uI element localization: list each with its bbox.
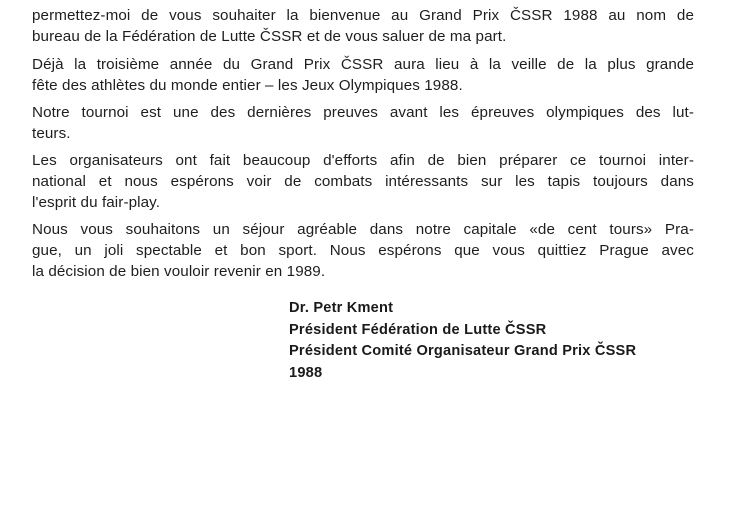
text-line: Les organisateurs ont fait beaucoup d'efforts afin de bien préparer ce tournoi inter- — [32, 152, 694, 169]
signatory-title-year: 1988 — [289, 364, 323, 381]
text-line: bureau de la Fédération de Lutte ČSSR et de vous saluer de ma part. — [32, 28, 507, 45]
text-line: l'esprit du fair-play. — [32, 194, 161, 211]
text-line: Déjà la troisième année du Grand Prix ČSSR aura lieu à la veille de la plus grande — [32, 56, 694, 73]
text-line: Notre tournoi est une des dernières preuves avant les épreuves olympiques des lut- — [32, 104, 694, 121]
text-line: la décision de bien vouloir revenir en 1989. — [32, 263, 326, 280]
text-line: fête des athlètes du monde entier – les Jeux Olympiques 1988. — [32, 77, 463, 94]
text-line: national et nous espérons voir de combats intéressants sur les tapis toujours dans — [32, 173, 694, 190]
signatory-name: Dr. Petr Kment — [289, 300, 394, 316]
text-line: gue, un joli spectable et bon sport. Nous espérons que vous quittiez Prague avec — [32, 242, 694, 259]
signatory-title-federation: Président Fédération de Lutte ČSSR — [289, 321, 547, 338]
signatory-title-committee: Président Comité Organisateur Grand Prix ČSSR — [289, 343, 637, 359]
text-line: permettez-moi de vous souhaiter la bienvenue au Grand Prix ČSSR 1988 au nom de — [32, 7, 694, 24]
paragraph-wishes — [32, 219, 694, 282]
paragraph-organisers — [32, 150, 694, 213]
paragraph-tournament — [32, 102, 694, 144]
text-line: teurs. — [32, 125, 71, 142]
signature-block — [289, 298, 709, 384]
paragraph-welcome — [32, 5, 694, 47]
text-line: Nous vous souhaitons un séjour agréable dans notre capitale «de cent tours» Pra- — [32, 221, 694, 238]
paragraph-third-year — [32, 54, 694, 96]
